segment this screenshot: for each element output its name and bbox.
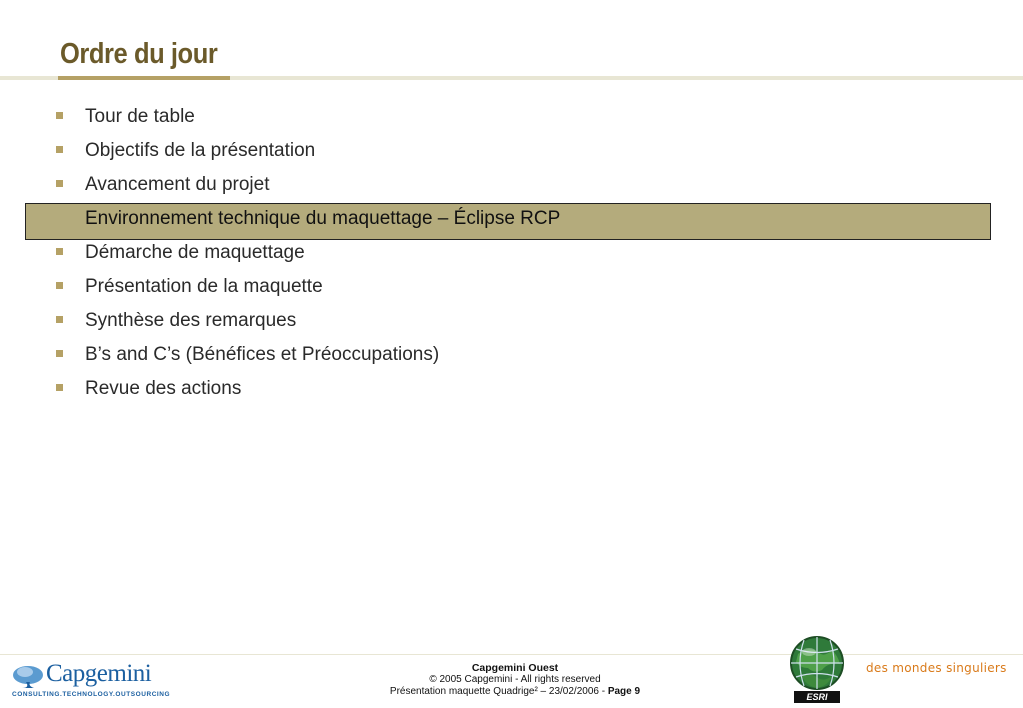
agenda-item	[0, 237, 1023, 271]
globe-icon	[788, 634, 846, 692]
agenda-item-label: Objectifs de la présentation	[85, 140, 316, 161]
capgemini-spade-icon	[12, 662, 48, 688]
agenda-item-label: B’s and C’s (Bénéfices et Préoccupations)	[85, 344, 440, 365]
agenda-item	[0, 339, 1023, 373]
square-bullet-icon	[56, 384, 63, 391]
agenda-item-current	[0, 203, 1023, 237]
agenda-list	[0, 101, 1023, 407]
agenda-item	[0, 169, 1023, 203]
footer-doc: Présentation maquette Quadrige² – 23/02/2006 -	[389, 686, 608, 697]
agenda-item-label: Tour de table	[85, 106, 195, 127]
capgemini-wordmark: Capgemini	[46, 660, 152, 687]
slide-title: Ordre du jour	[60, 38, 218, 70]
esri-logo	[788, 634, 846, 704]
agenda-item-label: Démarche de maquettage	[85, 242, 305, 263]
title-underline	[58, 76, 230, 80]
agenda-item-label: Présentation de la maquette	[85, 276, 323, 297]
agenda-item	[0, 305, 1023, 339]
agenda-item	[0, 135, 1023, 169]
square-bullet-icon	[56, 112, 63, 119]
capgemini-logo	[10, 660, 171, 702]
esri-label: ESRI	[794, 691, 840, 703]
square-bullet-icon	[56, 180, 63, 187]
agenda-item-label: Revue des actions	[85, 378, 242, 399]
agenda-item-label: Environnement technique du maquettage – Éclipse RCP	[85, 208, 561, 229]
footer-rule	[0, 654, 1023, 655]
square-bullet-icon	[56, 282, 63, 289]
square-bullet-icon	[56, 248, 63, 255]
square-bullet-icon	[56, 316, 63, 323]
agenda-item-label: Synthèse des remarques	[85, 310, 297, 331]
page-number: Page 9	[607, 686, 641, 697]
square-bullet-icon	[56, 146, 63, 153]
capgemini-tagline: CONSULTING.TECHNOLOGY.OUTSOURCING	[12, 691, 171, 698]
agenda-item	[0, 101, 1023, 135]
footer-doc-line	[330, 686, 700, 698]
tagline-text: des mondes singuliers	[866, 661, 1007, 675]
footer-copyright: © 2005 Capgemini - All rights reserved	[429, 674, 601, 685]
agenda-item	[0, 373, 1023, 407]
agenda-item	[0, 271, 1023, 305]
footer-info	[330, 662, 700, 698]
square-bullet-icon	[56, 350, 63, 357]
footer-org: Capgemini Ouest	[471, 662, 559, 674]
agenda-item-label: Avancement du projet	[85, 174, 270, 195]
